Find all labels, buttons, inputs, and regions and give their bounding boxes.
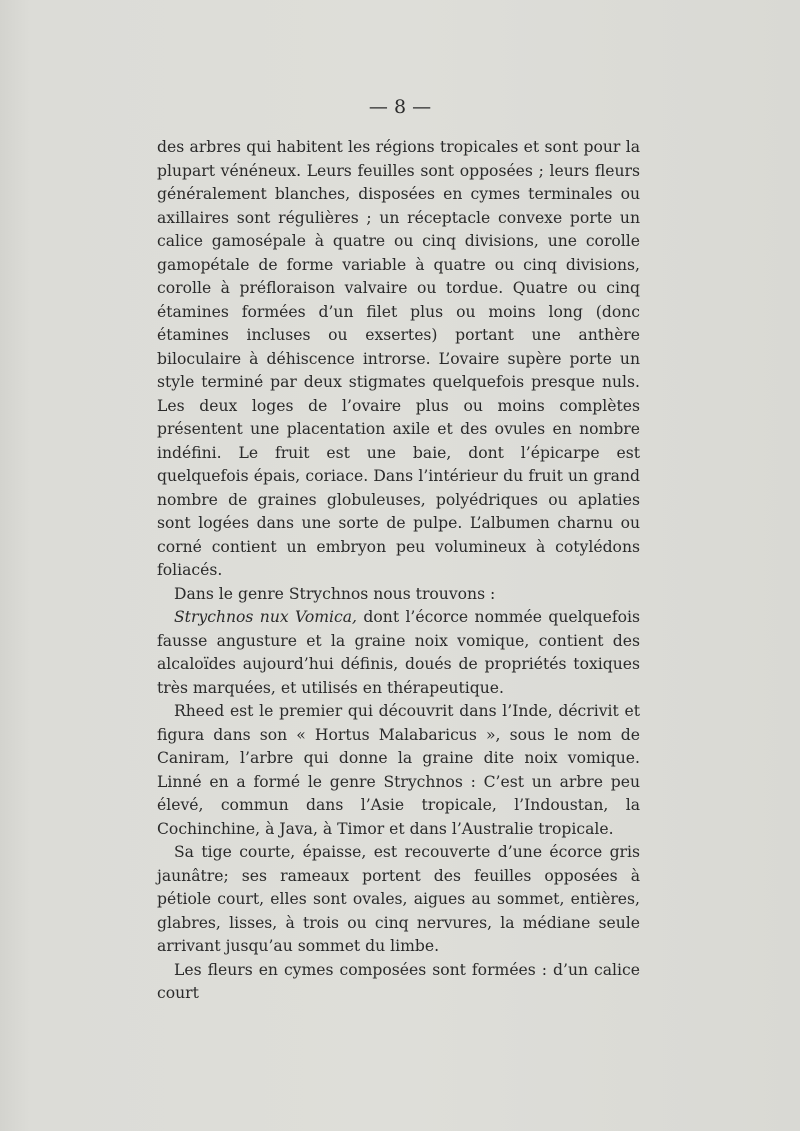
paragraph-5: Sa tige courte, épaisse, est recouverte d’une écorce gris jaunâtre; ses rameaux portent des feuilles opposées à pétiole court, elles sont ovales, aigues au sommet, entières, glabres, lisses, à trois ou cinq nervures, la médiane seule arrivant jusqu’au sommet du limbe.	[157, 843, 640, 955]
species-name: Strychnos nux Vomica,	[174, 608, 358, 626]
paragraph-3-text: dont l’écorce nommée quelquefois fausse angusture et la graine noix vomique, contient des alcaloïdes aujourd’hui définis, doués de propriétés toxiques très marquées, et utilisés en thérapeutique.	[157, 608, 640, 697]
body-text	[157, 136, 640, 1006]
paragraph-4: Rheed est le premier qui découvrit dans l’Inde, décrivit et figura dans son « Hortus Malabaricus », sous le nom de Caniram, l’arbre qui donne la graine dite noix vomique. Linné en a formé le genre Strychnos : C’est un arbre peu élevé, commun dans l’Asie tropicale, l’Indoustan, la Cochinchine, à Java, à Timor et dans l’Australie tropicale.	[157, 702, 640, 838]
paragraph-6: Les fleurs en cymes composées sont formées : d’un calice court	[157, 960, 640, 1002]
paragraph-1: des arbres qui habitent les régions tropicales et sont pour la plupart vénéneux. Leurs feuilles sont opposées ; leurs fleurs généralement blanches, disposées en cymes terminales ou axillaires sont régulières ; un réceptacle convexe porte un calice gamosépale à quatre ou cinq divisions, une corolle gamopétale de forme variable à quatre ou cinq divisions, corolle à préfloraison valvaire ou tordue. Quatre ou cinq étamines formées d’un filet plus ou moins long (donc étamines incluses ou exsertes) portant une anthère biloculaire à déhiscence introrse. L’ovaire supère porte un style terminé par deux stigmates quelquefois presque nuls. Les deux loges de l’ovaire plus ou moins complètes présentent une placentation axile et des ovules en nombre indéfini. Le fruit est une baie, dont l’épicarpe est quelquefois épais, coriace. Dans l’intérieur du fruit un grand nombre de graines globuleuses, polyédriques ou aplaties sont logées dans une sorte de pulpe. L’albumen charnu ou corné contient un embryon peu volumineux à cotylédons foliacés.	[157, 138, 640, 579]
paragraph-3	[157, 606, 640, 700]
page-number: — 8 —	[368, 96, 432, 118]
paragraph-2: Dans le genre Strychnos nous trouvons :	[174, 584, 496, 603]
